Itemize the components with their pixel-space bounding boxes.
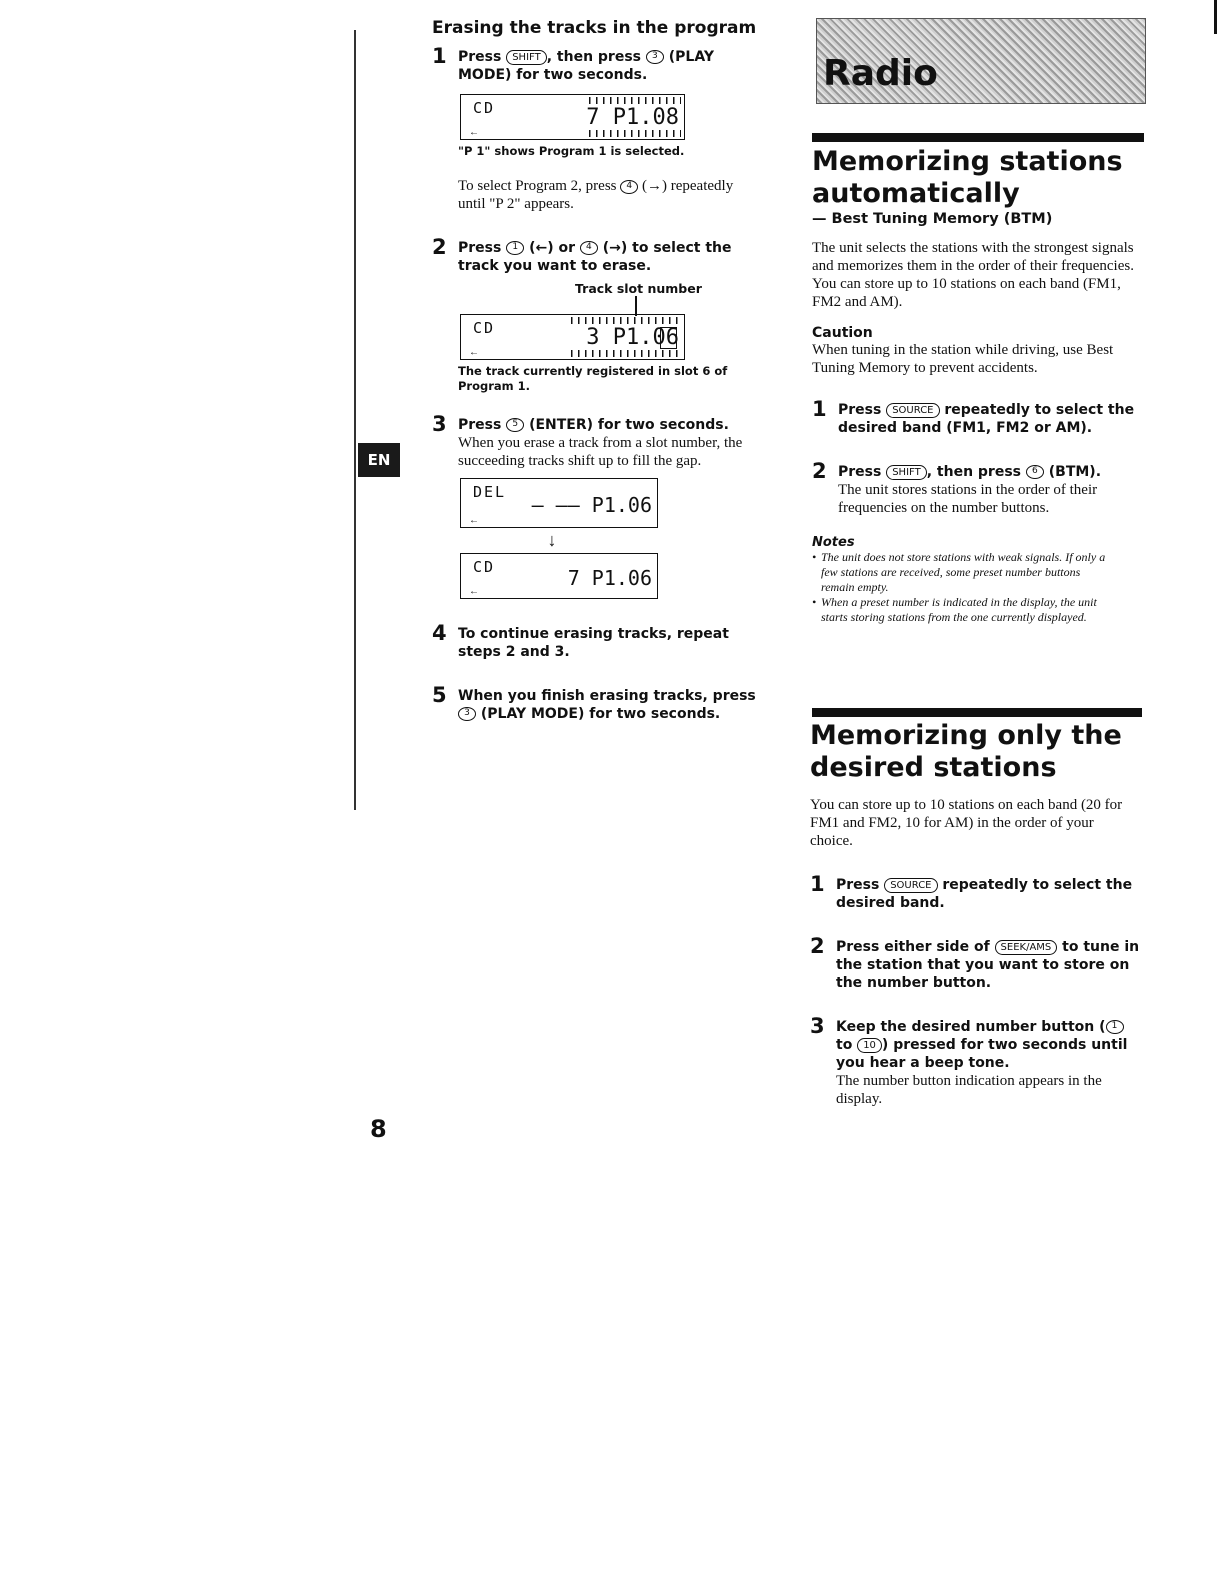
left-column: [432, 18, 772, 723]
edge-mark: [1214, 0, 1217, 34]
lcd-ticks: [571, 317, 681, 324]
step-number: 2: [810, 934, 825, 958]
step-number: 1: [810, 872, 825, 896]
down-arrow-icon: ↓: [547, 530, 557, 550]
erase-step-3: 3 Press 5 (ENTER) for two seconds. When you erase a track from a slot number, the succeeding tracks shift up to fill the gap.: [432, 416, 772, 470]
lcd-ticks: [589, 97, 681, 104]
binding-edge-line: [354, 30, 356, 810]
step-body: When you erase a track from a slot number, the succeeding tracks shift up to fill the gap.: [458, 435, 743, 469]
section1-subtitle: — Best Tuning Memory (BTM): [812, 211, 1053, 227]
step-number: 1: [432, 44, 447, 68]
shift-key: SHIFT: [886, 465, 927, 480]
pointer-line: [635, 296, 637, 316]
lcd-display-program: [460, 94, 685, 140]
left-arrow-icon: ←: [469, 515, 479, 526]
number-key-10: 10: [857, 1038, 882, 1053]
display-caption: The track currently registered in slot 6 of Program 1.: [458, 364, 728, 393]
erase-step-5: 5 When you finish erasing tracks, press 3 (PLAY MODE) for two seconds.: [432, 683, 756, 722]
lcd-mode: CD: [473, 99, 496, 117]
erase-step-1: 1 Press SHIFT , then press 3 (PLAY MODE) for two seconds.: [432, 44, 714, 83]
left-arrow-icon: ←: [469, 127, 479, 138]
source-key: SOURCE: [884, 878, 937, 893]
caution-heading: Caution: [812, 325, 873, 341]
erase-step-2: 2 Press 1 (←) or 4 (→) to select the track you want to erase.: [432, 235, 732, 274]
note-item: • The unit does not store stations with weak signals. If only a few stations are received, some preset number buttons remain empty.: [812, 550, 1112, 595]
left-arrow-icon: ←: [469, 586, 479, 597]
lcd-value: 7 P1.06: [567, 566, 652, 590]
section2-body: You can store up to 10 stations on each band (20 for FM1 and FM2, 10 for AM) in the order of your choice.: [810, 797, 1123, 849]
lcd-ticks: [589, 130, 681, 137]
lcd-display-result: [460, 553, 658, 599]
step-number: 5: [432, 683, 447, 707]
lcd-mode: CD: [473, 319, 496, 337]
step-number: 2: [812, 459, 827, 483]
erasing-heading: Erasing the tracks in the program: [432, 18, 757, 38]
lcd-display-track: [460, 314, 685, 360]
step-number: 4: [432, 621, 447, 645]
step-text: To continue erasing tracks, repeat steps 2 and 3.: [458, 626, 729, 660]
section1-content: [812, 211, 1142, 625]
manual-step-3: 3 Keep the desired number button ( 1 to 10 ) pressed for two seconds until you hear a beep tone. The number button indication appears in the display.: [810, 1018, 1142, 1108]
lcd-value: 3 P1.06: [586, 325, 679, 350]
section1-title: Memorizing stations automatically: [812, 146, 1123, 209]
section2-content: [810, 796, 1142, 1108]
left-arrow-icon: ←: [469, 347, 479, 358]
number-key-3: 3: [458, 707, 476, 721]
section1-body: The unit selects the stations with the strongest signals and memorizes them in the order of their frequencies. You can store up to 10 stations on each band (FM1, FM2 and AM).: [812, 240, 1134, 310]
btm-step-1: 1 Press SOURCE repeatedly to select the desired band (FM1, FM2 or AM).: [812, 397, 1135, 436]
number-key-6: 6: [1026, 465, 1044, 479]
step-number: 3: [810, 1014, 825, 1038]
banner-title: Radio: [823, 53, 938, 94]
lcd-ticks: [571, 350, 681, 357]
manual-step-2: 2 Press either side of SEEK/AMS to tune in the station that you want to store on the number button.: [810, 934, 1140, 991]
number-key-1: 1: [506, 241, 524, 255]
section-rule: [812, 133, 1144, 142]
shift-key: SHIFT: [506, 50, 547, 65]
lcd-mode: DEL: [473, 483, 507, 501]
lcd-mode: CD: [473, 558, 496, 576]
seek-ams-key: SEEK/AMS: [995, 940, 1058, 955]
language-tab: EN: [358, 443, 400, 477]
step-body: The number button indication appears in the display.: [836, 1073, 1102, 1107]
lcd-value: – –– P1.06: [531, 493, 652, 517]
erase-step-4: [432, 621, 772, 661]
source-key: SOURCE: [886, 403, 939, 418]
manual-step-1: 1 Press SOURCE repeatedly to select the desired band.: [810, 872, 1133, 911]
display-caption: "P 1" shows Program 1 is selected.: [458, 144, 685, 158]
section2-title: Memorizing only the desired stations: [810, 720, 1122, 783]
track-slot-label: Track slot number: [575, 281, 702, 296]
step-body: The unit stores stations in the order of their frequencies on the number buttons.: [838, 482, 1098, 516]
btm-step-2: 2 Press SHIFT , then press 6 (BTM). The unit stores stations in the order of their frequencies on the number buttons.: [812, 463, 1142, 517]
select-program-note: To select Program 2, press 4 (→) repeatedly until "P 2" appears.: [458, 178, 734, 212]
number-key-4: 4: [580, 241, 598, 255]
page-number: 8: [370, 1115, 387, 1143]
section-rule: [812, 708, 1142, 717]
number-key-1: 1: [1106, 1020, 1124, 1034]
radio-banner: [816, 18, 1146, 104]
step-number: 3: [432, 412, 447, 436]
caution-body: When tuning in the station while driving, use Best Tuning Memory to prevent accidents.: [812, 342, 1114, 376]
slot-highlight: [660, 327, 677, 349]
number-key-3: 3: [646, 50, 664, 64]
lcd-value: 7 P1.08: [586, 105, 679, 130]
number-key-4: 4: [620, 180, 638, 194]
lcd-display-delete: [460, 478, 658, 528]
note-item: • When a preset number is indicated in the display, the unit starts storing stations from the one currently displayed.: [812, 595, 1112, 625]
number-key-5: 5: [506, 418, 524, 432]
step-number: 2: [432, 235, 447, 259]
step-number: 1: [812, 397, 827, 421]
notes-heading: Notes: [812, 535, 855, 550]
